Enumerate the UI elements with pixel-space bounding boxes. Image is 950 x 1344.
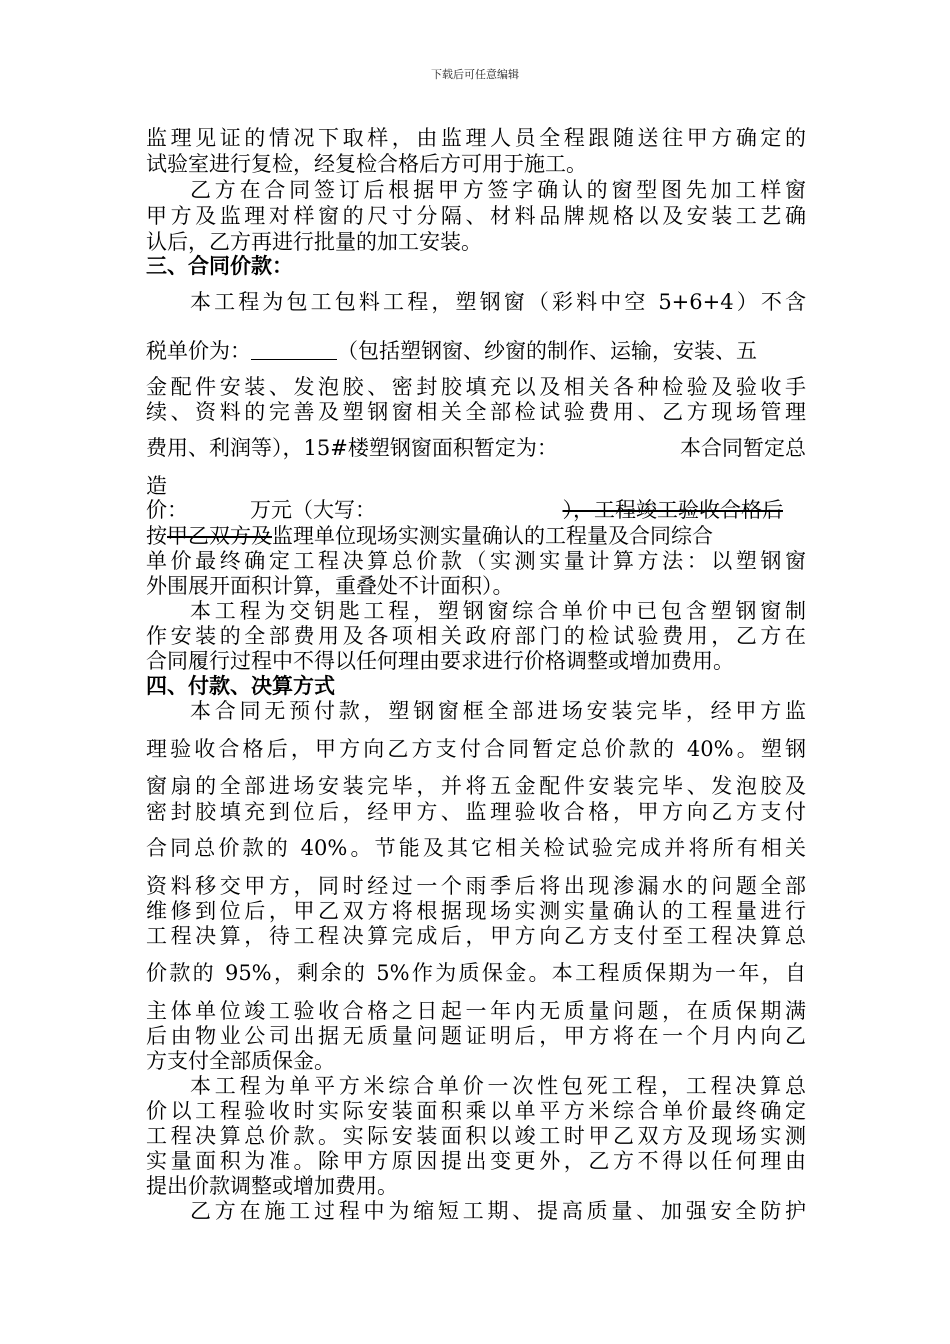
paragraph-line: 理验收合格后，甲方向乙方支付合同暂定总价款的 40%。塑钢	[146, 737, 806, 761]
section-heading: 三、合同价款：	[146, 254, 293, 278]
paragraph-line: 外围展开面积计算，重叠处不计面积）。	[146, 574, 514, 598]
paragraph-line	[146, 434, 806, 462]
fill-in-blank	[251, 337, 337, 360]
struck-text: 甲乙双方及	[167, 524, 272, 548]
paragraph-line: 认后，乙方再进行批量的加工安装。	[146, 230, 482, 254]
page-header: 下载后可任意编辑	[431, 68, 519, 81]
paragraph-line	[146, 522, 806, 550]
paragraph-line	[146, 496, 806, 524]
text-run: 监理单位现场实测实量确认的工程量及合同综合	[272, 524, 713, 548]
paragraph-line: 价以工程验收时实际安装面积乘以单平方米综合单价最终确定	[146, 1099, 806, 1123]
paragraph-line: 主体单位竣工验收合格之日起一年内无质量问题，在质保期满	[146, 999, 806, 1023]
paragraph-line: 作安装的全部费用及各项相关政府部门的检试验费用，乙方在	[146, 624, 806, 648]
paragraph-line: 监理见证的情况下取样，由监理人员全程跟随送往甲方确定的	[146, 126, 806, 150]
paragraph-line: 续、资料的完善及塑钢窗相关全部检试验费用、乙方现场管理	[146, 400, 806, 424]
paragraph-line: 本合同无预付款，塑钢窗框全部进场安装完毕，经甲方监	[190, 699, 806, 723]
struck-text: 工程竣工验收合格后	[594, 498, 783, 522]
paragraph-line: 合同总价款的 40%。节能及其它相关检试验完成并将所有相关	[146, 836, 806, 860]
paragraph-line: 单价最终确定工程决算总价款（实测实量计算方法：以塑钢窗	[146, 549, 806, 573]
text-run: 按	[146, 524, 167, 548]
paragraph-line: 工程决算，待工程决算完成后，甲方向乙方支付至工程决算总	[146, 924, 806, 948]
paragraph-line: 本工程为单平方米综合单价一次性包死工程，工程决算总	[190, 1074, 806, 1098]
text-run: 本合同暂定总	[680, 436, 806, 460]
text-run: （包括塑钢窗、纱窗的制作、运输，安装、五	[337, 339, 757, 363]
struck-text: ），	[562, 498, 594, 522]
paragraph-line: 维修到位后，甲乙双方将根据现场实测实量确认的工程量进行	[146, 899, 806, 923]
paragraph-line: 资料移交甲方，同时经过一个雨季后将出现渗漏水的问题全部	[146, 874, 806, 898]
paragraph-line: 本工程为包工包料工程，塑钢窗（彩料中空 5+6+4）不含	[190, 290, 806, 314]
paragraph-line: 乙方在施工过程中为缩短工期、提高质量、加强安全防护	[190, 1199, 806, 1223]
paragraph-line: 本工程为交钥匙工程，塑钢窗综合单价中已包含塑钢窗制	[190, 599, 806, 623]
paragraph-line: 实量面积为准。除甲方原因提出变更外，乙方不得以任何理由	[146, 1149, 806, 1173]
paragraph-line: 方支付全部质保金。	[146, 1049, 335, 1073]
text-run: 价：	[146, 498, 188, 522]
text-run: 费用、利润等），15#楼塑钢窗面积暂定为：	[146, 436, 558, 460]
paragraph-line: 试验室进行复检，经复检合格后方可用于施工。	[146, 152, 587, 176]
paragraph-line: 价款的 95%，剩余的 5%作为质保金。本工程质保期为一年，自	[146, 961, 806, 985]
paragraph-line: 密封胶填充到位后，经甲方、监理验收合格，甲方向乙方支付	[146, 800, 806, 824]
paragraph-line: 金配件安装、发泡胶、密封胶填充以及相关各种检验及验收手	[146, 375, 806, 399]
paragraph-line: 造	[146, 474, 167, 498]
text-run: 税单价为：	[146, 339, 251, 363]
paragraph-line: 窗扇的全部进场安装完毕，并将五金配件安装完毕、发泡胶及	[146, 774, 806, 798]
paragraph-line: 甲方及监理对样窗的尺寸分隔、材料品牌规格以及安装工艺确	[146, 204, 806, 228]
paragraph-line: 合同履行过程中不得以任何理由要求进行价格调整或增加费用。	[146, 649, 734, 673]
text-run: 万元（大写：	[250, 498, 376, 522]
paragraph-line: 乙方在合同签订后根据甲方签字确认的窗型图先加工样窗	[190, 178, 806, 202]
section-heading: 四、付款、决算方式	[146, 674, 335, 698]
paragraph-line	[146, 337, 806, 365]
paragraph-line: 工程决算总价款。实际安装面积以竣工时甲乙双方及现场实测	[146, 1124, 806, 1148]
paragraph-line: 后由物业公司出据无质量问题证明后，甲方将在一个月内向乙	[146, 1024, 806, 1048]
paragraph-line: 提出价款调整或增加费用。	[146, 1174, 398, 1198]
